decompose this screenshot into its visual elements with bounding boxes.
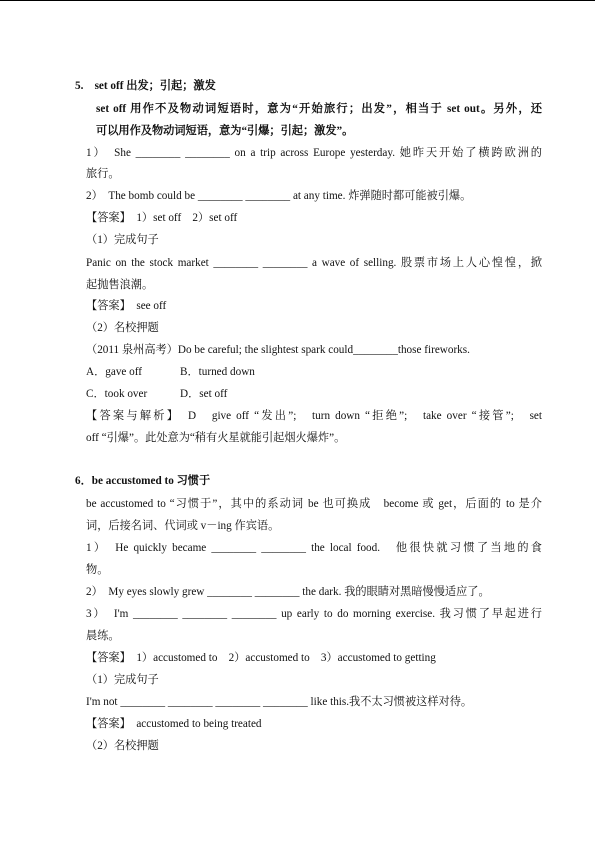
section-6-example-3-line1: 3） I'm ________ ________ ________ up early to do morning exercise. 我习惯了早起进行 [86,608,542,620]
section-5-question-2: （2011 泉州高考）Do be careful; the slightest spark could________those fireworks. [86,344,470,356]
section-5-example-2: 2） The bomb could be ________ ________ at any time. 炸弹随时都可能被引爆。 [86,190,472,202]
option-c: C．took over [86,388,148,400]
section-5-answer-3-line1: 【答案与解析】 D give off “发出”; turn down “拒绝”; take over “接管”; set [86,410,542,422]
section-6-subheading-1: （1）完成句子 [86,674,159,686]
section-5-question-1-line2: 起抛售浪潮。 [86,279,154,291]
section-6-intro-line1: be accustomed to “习惯于”，其中的系动词 be 也可换成 become 或 get，后面的 to 是介 [86,498,542,510]
section-5-heading: 5. set off 出发；引起；激发 [75,80,216,92]
section-5-question-1-line1: Panic on the stock market ________ ________ a wave of selling. 股票市场上人心惶惶，掀 [86,257,542,269]
section-5-intro-line2: 可以用作及物动词短语，意为“引爆；引起；激发”。 [96,125,354,137]
section-5-example-1-line1: 1） She ________ ________ on a trip across Europe yesterday. 她昨天开始了横跨欧洲的 [86,147,542,159]
option-a: A．gave off [86,366,143,378]
section-6-example-3-line2: 晨练。 [86,630,120,642]
section-5-intro-line1: set off 用作不及物动词短语时，意为“开始旅行；出发”，相当于 set out。另外，还 [96,103,542,115]
section-6-question-1: I'm not ________ ________ ________ ________ like this.我不太习惯被这样对待。 [86,696,473,708]
section-6-answer-1: 【答案】 1）accustomed to 2）accustomed to 3）accustomed to getting [86,652,436,664]
section-5-answer-1: 【答案】 1）set off 2）set off [86,212,238,224]
option-b: B．turned down [180,366,255,378]
section-6-example-2: 2） My eyes slowly grew ________ ________ the dark. 我的眼睛对黑暗慢慢适应了。 [86,586,490,598]
section-5-answer-3-line2: off “引爆”。此处意为“稍有火星就能引起烟火爆炸”。 [86,432,346,444]
section-5-answer-2: 【答案】 see off [86,300,167,312]
section-6-example-1-line1: 1） He quickly became ________ ________ the local food. 他很快就习惯了当地的食 [86,542,542,554]
section-6-answer-2: 【答案】 accustomed to being treated [86,718,262,730]
option-d: D．set off [180,388,228,400]
section-6-intro-line2: 词，后接名词、代词或 v－ing 作宾语。 [86,520,280,532]
section-6-heading: 6．be accustomed to 习惯于 [75,475,211,487]
section-5-example-1-line2: 旅行。 [86,168,120,180]
section-5-subheading-2: （2）名校押题 [86,322,159,334]
section-6-example-1-line2: 物。 [86,564,109,576]
section-6-subheading-2: （2）名校押题 [86,740,159,752]
section-5-subheading-1: （1）完成句子 [86,234,159,246]
header-rule [0,0,595,1]
